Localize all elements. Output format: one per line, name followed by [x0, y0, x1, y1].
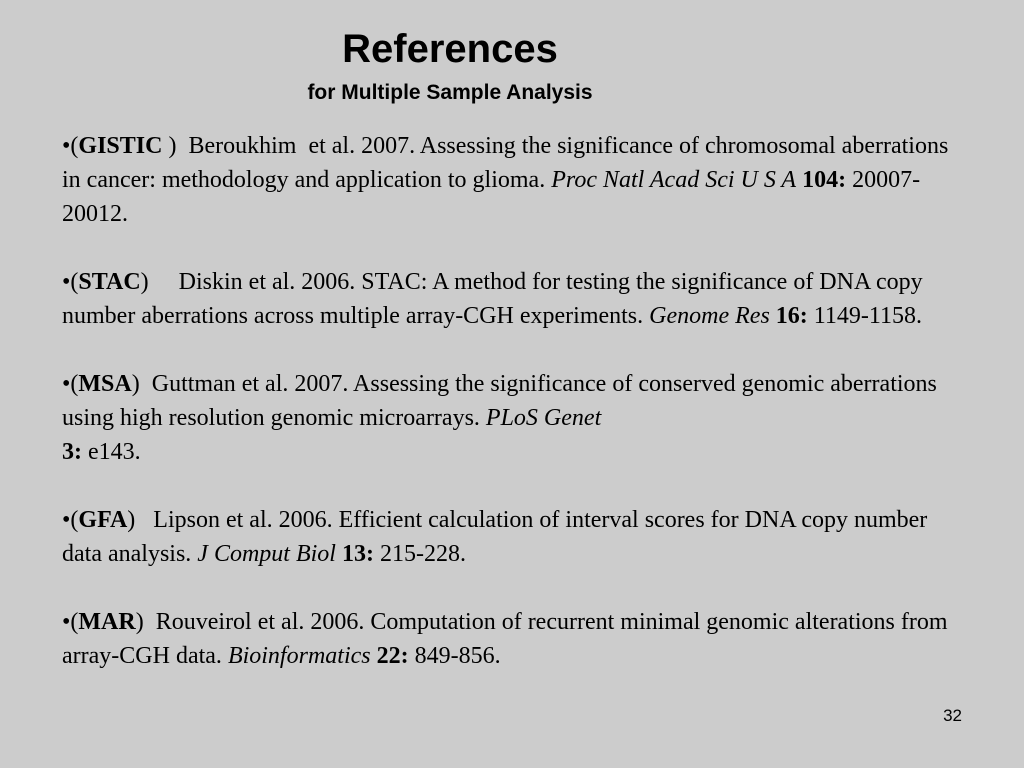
journal-pages: e143.	[82, 439, 141, 465]
reference-text: Rouveirol et al. 2006. Computation of recurrent minimal genomic alterations from array-CGH data.	[62, 609, 954, 669]
tool-suffix: )	[135, 609, 144, 635]
journal-volume: 13:	[341, 541, 374, 567]
tool-name: MSA	[78, 371, 132, 397]
slide-subtitle: for Multiple Sample Analysis	[307, 81, 593, 104]
tool-suffix: )	[127, 507, 136, 533]
slide-number: 32	[943, 706, 962, 725]
reference-gfa: •(GFA) Lipson et al. 2006. Efficient calculation of interval scores for DNA copy number data analysis. J Comput Biol 13: 215-228.	[62, 507, 934, 567]
tool-name: GISTIC	[78, 133, 163, 159]
reference-msa: •(MSA) Guttman et al. 2007. Assessing the significance of conserved genomic aberrations using high resolution genomic microarrays. PLoS Genet 3: e143.	[62, 371, 943, 465]
bullet: •	[62, 507, 71, 533]
reference-text: Lipson et al. 2006. Efficient calculation of interval scores for DNA copy number data analysis.	[62, 507, 934, 567]
journal-pages: 20007-20012.	[62, 167, 921, 227]
journal-pages: 215-228.	[373, 541, 466, 567]
reference-text: Beroukhim et al. 2007. Assessing the significance of chromosomal aberrations in cancer: methodology and application to glioma.	[62, 133, 955, 193]
reference-gistic: •(GISTIC ) Beroukhim et al. 2007. Assessing the significance of chromosomal aberrations in cancer: methodology and application to glioma. Proc Natl Acad Sci U S A 104: 20007-20012.	[62, 133, 955, 227]
journal-volume: 16:	[775, 303, 808, 329]
bullet: •	[62, 371, 71, 397]
journal-name: PLoS Genet	[485, 405, 602, 431]
reference-stac: •(STAC) Diskin et al. 2006. STAC: A method for testing the significance of DNA copy number aberrations across multiple array-CGH experiments. Genome Res 16: 1149-1158.	[62, 269, 929, 329]
bullet: •	[62, 269, 71, 295]
journal-name: Proc Natl Acad Sci U S A	[551, 167, 797, 193]
journal-pages: 1149-1158.	[807, 303, 922, 329]
reference-text: Diskin et al. 2006. STAC: A method for testing the significance of DNA copy number aberrations across multiple array-CGH experiments.	[62, 269, 929, 329]
reference-mar: •(MAR) Rouveirol et al. 2006. Computation of recurrent minimal genomic alterations from array-CGH data. Bioinformatics 22: 849-856.	[62, 609, 954, 669]
journal-name: Bioinformatics	[227, 643, 371, 669]
bullet: •	[62, 133, 71, 159]
tool-suffix: )	[140, 269, 149, 295]
journal-volume: 22:	[376, 643, 409, 669]
bullet: •	[62, 609, 71, 635]
tool-name: GFA	[78, 507, 128, 533]
tool-suffix: )	[162, 133, 177, 159]
journal-name: J Comput Biol	[197, 541, 336, 567]
tool-name: STAC	[78, 269, 141, 295]
journal-name: Genome Res	[649, 303, 770, 329]
reference-list	[62, 129, 972, 707]
slide-title: References	[342, 27, 558, 71]
tool-name: MAR	[78, 609, 136, 635]
journal-volume: 3:	[62, 439, 82, 465]
journal-volume: 104:	[802, 167, 847, 193]
journal-pages: 849-856.	[408, 643, 501, 669]
reference-text: Guttman et al. 2007. Assessing the significance of conserved genomic aberrations using high resolution genomic microarrays.	[62, 371, 943, 431]
tool-suffix: )	[131, 371, 140, 397]
